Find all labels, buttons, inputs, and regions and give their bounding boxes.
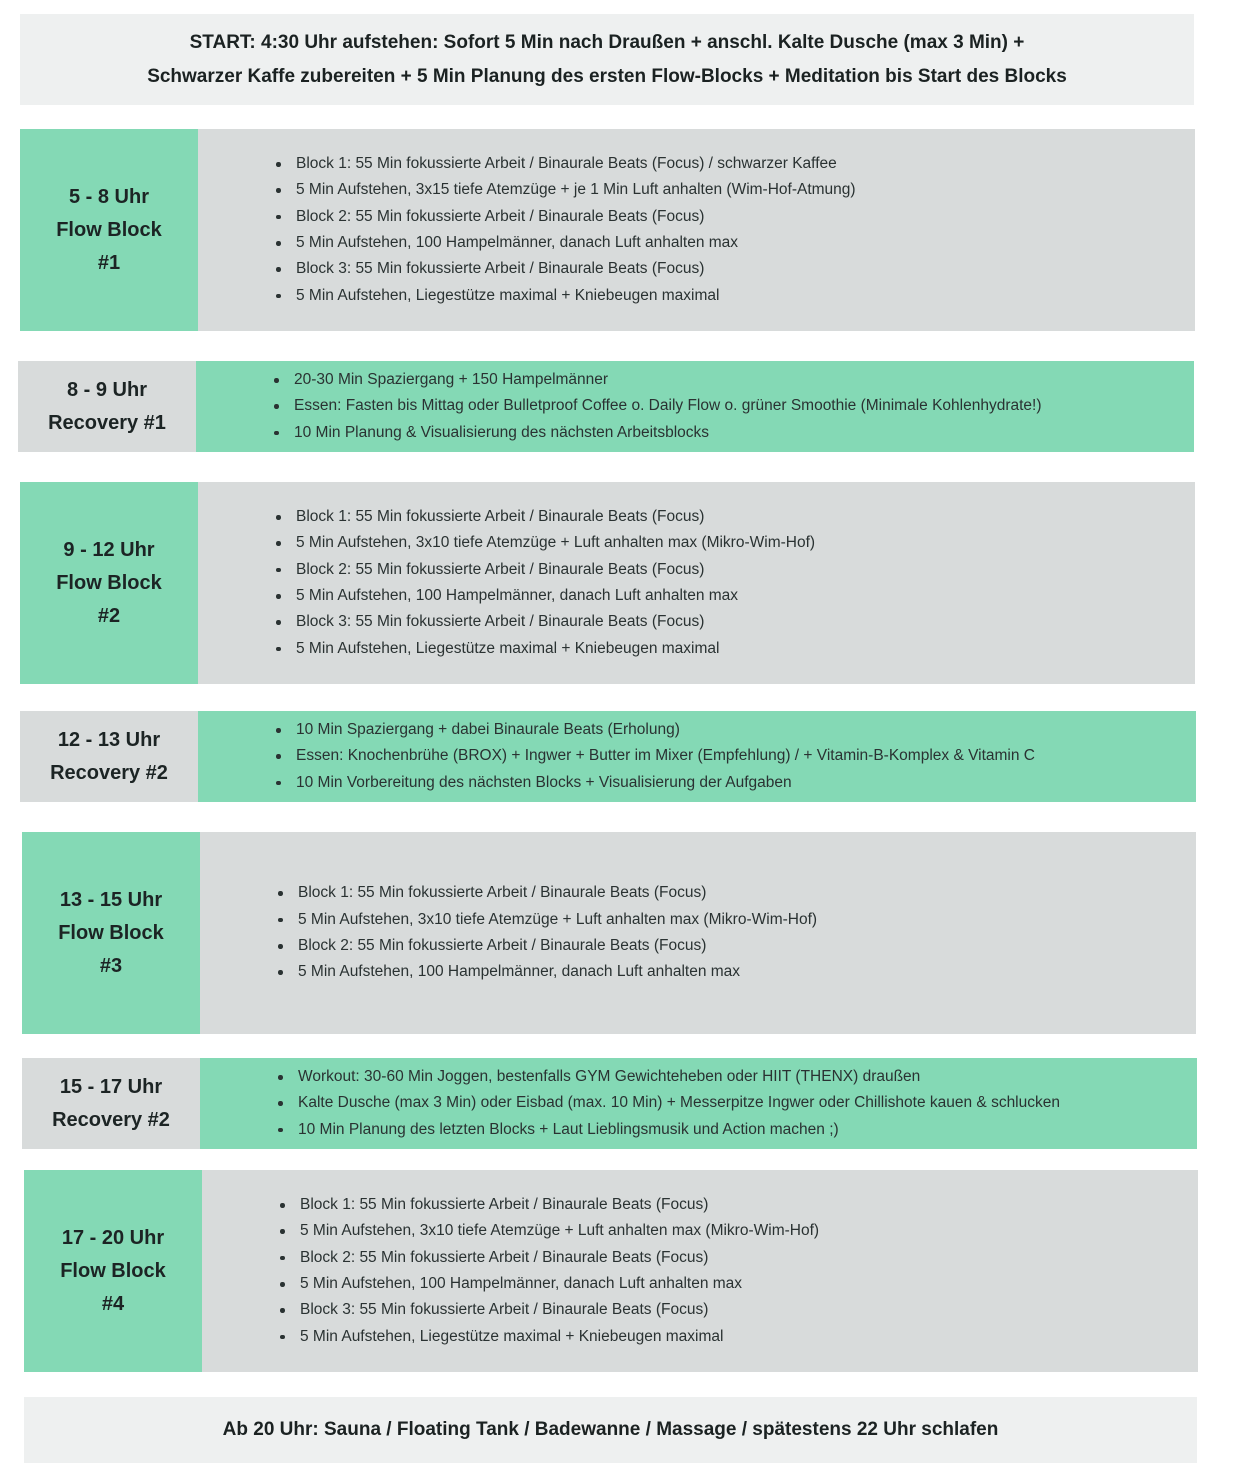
block-activity-list (200, 832, 1196, 1034)
recovery-block-2 (20, 711, 1196, 802)
activity-item: 5 Min Aufstehen, 100 Hampelmänner, danach Luft anhalten max (296, 583, 815, 609)
block-number: #2 (97, 604, 121, 627)
activity-item: 5 Min Aufstehen, 100 Hampelmänner, danach Luft anhalten max (300, 1271, 819, 1297)
block-activity-list (198, 482, 1195, 684)
block-label: Recovery #2 (50, 761, 168, 784)
activity-item: Block 2: 55 Min fokussierte Arbeit / Binaurale Beats (Focus) (300, 1245, 819, 1271)
block-time: 12 - 13 Uhr (57, 728, 161, 751)
activity-item: 20-30 Min Spaziergang + 150 Hampelmänner (294, 367, 1042, 393)
block-activity-list (198, 711, 1196, 802)
activity-item: Workout: 30-60 Min Joggen, bestenfalls GYM Gewichteheben oder HIIT (THENX) draußen (298, 1064, 1060, 1090)
block-time: 9 - 12 Uhr (63, 538, 155, 561)
block-number: #3 (99, 954, 123, 977)
activity-item: 5 Min Aufstehen, 3x10 tiefe Atemzüge + Luft anhalten max (Mikro-Wim-Hof) (296, 530, 815, 556)
block-time-cell (24, 1170, 202, 1372)
recovery-block-1 (18, 361, 1194, 452)
activity-item: Block 1: 55 Min fokussierte Arbeit / Binaurale Beats (Focus) (300, 1192, 819, 1218)
activity-item: Essen: Knochenbrühe (BROX) + Ingwer + Butter im Mixer (Empfehlung) / + Vitamin-B-Komplex & Vitamin C (296, 743, 1035, 769)
activity-item: 5 Min Aufstehen, 100 Hampelmänner, danach Luft anhalten max (298, 959, 817, 985)
activity-item: Block 3: 55 Min fokussierte Arbeit / Binaurale Beats (Focus) (296, 609, 815, 635)
activity-item: 5 Min Aufstehen, Liegestütze maximal + Kniebeugen maximal (300, 1324, 819, 1350)
flow-block-3 (22, 832, 1196, 1034)
block-time: 8 - 9 Uhr (66, 378, 148, 401)
block-time: 17 - 20 Uhr (61, 1226, 165, 1249)
activity-item: Block 3: 55 Min fokussierte Arbeit / Binaurale Beats (Focus) (300, 1297, 819, 1323)
end-banner (24, 1397, 1197, 1463)
activity-item: Kalte Dusche (max 3 Min) oder Eisbad (max. 10 Min) + Messerpitze Ingwer oder Chillishote kauen & schlucken (298, 1090, 1060, 1116)
activity-item: 10 Min Spaziergang + dabei Binaurale Beats (Erholung) (296, 717, 1035, 743)
activity-item: Block 1: 55 Min fokussierte Arbeit / Binaurale Beats (Focus) (296, 504, 815, 530)
activity-item: Block 3: 55 Min fokussierte Arbeit / Binaurale Beats (Focus) (296, 256, 856, 282)
flow-block-1 (20, 129, 1195, 331)
activity-item: Block 2: 55 Min fokussierte Arbeit / Binaurale Beats (Focus) (296, 557, 815, 583)
block-label: Flow Block (56, 571, 162, 594)
activity-item: Block 1: 55 Min fokussierte Arbeit / Binaurale Beats (Focus) / schwarzer Kaffee (296, 151, 856, 177)
flow-block-4 (24, 1170, 1198, 1372)
block-label: Flow Block (58, 921, 164, 944)
activity-item: Essen: Fasten bis Mittag oder Bulletproof Coffee o. Daily Flow o. grüner Smoothie (Minimale Kohlenhydrate!) (294, 393, 1042, 419)
activity-item: Block 2: 55 Min fokussierte Arbeit / Binaurale Beats (Focus) (298, 933, 817, 959)
flow-block-2 (20, 482, 1195, 684)
block-label: Flow Block (56, 218, 162, 241)
activity-item: 10 Min Planung & Visualisierung des nächsten Arbeitsblocks (294, 420, 1042, 446)
block-time-cell (20, 482, 198, 684)
block-label: Flow Block (60, 1259, 166, 1282)
recovery-block-3 (22, 1058, 1197, 1149)
block-activity-list (200, 1058, 1197, 1149)
block-time-cell (22, 1058, 200, 1149)
block-activity-list (196, 361, 1194, 452)
activity-item: 5 Min Aufstehen, 3x10 tiefe Atemzüge + Luft anhalten max (Mikro-Wim-Hof) (300, 1218, 819, 1244)
start-banner-line: Schwarzer Kaffe zubereiten + 5 Min Planung des ersten Flow-Blocks + Meditation bis Start des Blocks (147, 65, 1067, 87)
block-activity-list (202, 1170, 1198, 1372)
block-time: 5 - 8 Uhr (68, 185, 150, 208)
block-number: #1 (97, 251, 121, 274)
end-banner-text: Ab 20 Uhr: Sauna / Floating Tank / Badewanne / Massage / spätestens 22 Uhr schlafen (222, 1419, 999, 1440)
activity-item: 5 Min Aufstehen, Liegestütze maximal + Kniebeugen maximal (296, 283, 856, 309)
block-label: Recovery #2 (52, 1108, 170, 1131)
activity-item: 5 Min Aufstehen, 100 Hampelmänner, danach Luft anhalten max (296, 230, 856, 256)
block-time-cell (20, 711, 198, 802)
block-time-cell (22, 832, 200, 1034)
activity-item: 5 Min Aufstehen, 3x10 tiefe Atemzüge + Luft anhalten max (Mikro-Wim-Hof) (298, 907, 817, 933)
block-time-cell (20, 129, 198, 331)
start-banner (20, 14, 1194, 105)
activity-item: Block 1: 55 Min fokussierte Arbeit / Binaurale Beats (Focus) (298, 880, 817, 906)
block-time-cell (18, 361, 196, 452)
activity-item: Block 2: 55 Min fokussierte Arbeit / Binaurale Beats (Focus) (296, 204, 856, 230)
activity-item: 5 Min Aufstehen, Liegestütze maximal + Kniebeugen maximal (296, 636, 815, 662)
start-banner-line: START: 4:30 Uhr aufstehen: Sofort 5 Min nach Draußen + anschl. Kalte Dusche (max 3 Min) + (189, 31, 1025, 53)
activity-item: 10 Min Planung des letzten Blocks + Laut Lieblingsmusik und Action machen ;) (298, 1117, 1060, 1143)
block-activity-list (198, 129, 1195, 331)
block-number: #4 (101, 1292, 125, 1315)
block-time: 13 - 15 Uhr (59, 888, 163, 911)
activity-item: 10 Min Vorbereitung des nächsten Blocks + Visualisierung der Aufgaben (296, 770, 1035, 796)
block-time: 15 - 17 Uhr (59, 1075, 163, 1098)
block-label: Recovery #1 (48, 411, 166, 434)
activity-item: 5 Min Aufstehen, 3x15 tiefe Atemzüge + je 1 Min Luft anhalten (Wim-Hof-Atmung) (296, 177, 856, 203)
